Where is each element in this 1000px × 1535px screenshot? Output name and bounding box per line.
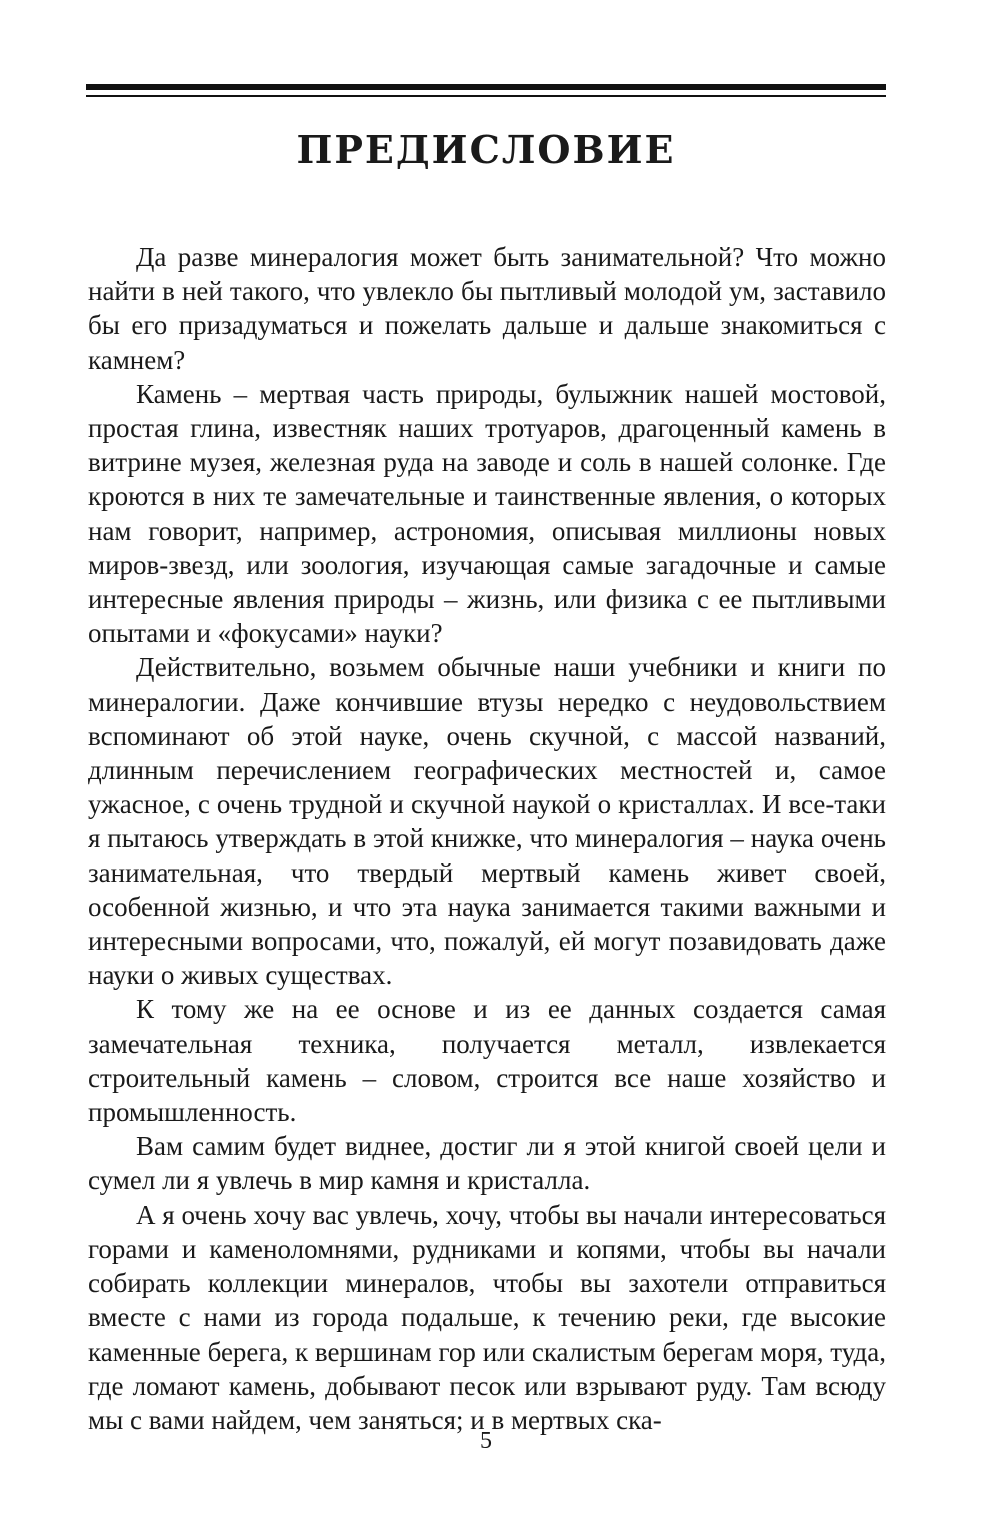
- page-title: ПРЕДИСЛОВИЕ: [296, 127, 676, 172]
- top-rule-thin: [86, 95, 886, 97]
- paragraph: Вам самим будет виднее, достиг ли я этой книгой своей цели и сумел ли я увлечь в мир камня и кристалла.: [88, 1131, 886, 1196]
- paragraph: Действительно, возьмем обычные наши учебники и книги по минералогии. Даже кончившие втузы нередко с неудовольствием вспоминают об этой науке, очень скучной, с массой названий, длинным перечислением географических местностей и, самое ужасное, с очень трудной и скучной наукой о кристаллах. И все-таки я пытаюсь утверждать в этой книжке, что минералогия – наука очень занимательная, что твердый мертвый камень живет своей, особенной жизнью, и что эта наука занимается такими важными и интересными вопросами, что, пожалуй, ей могут позавидовать даже науки о живых существах.: [88, 652, 886, 991]
- paragraph: Да разве минералогия может быть занимательной? Что можно найти в ней такого, что увлекло бы пытливый молодой ум, заставило бы его призадуматься и пожелать дальше и дальше знакомиться с камнем?: [88, 242, 886, 375]
- top-rule-thick: [86, 84, 886, 90]
- body-text: [88, 240, 886, 1437]
- paragraph: Камень – мертвая часть природы, булыжник нашей мостовой, простая глина, известняк наших тротуаров, драгоценный камень в витрине музея, железная руда на заводе и соль в нашей солонке. Где кроются в них те замечательные и таинственные явления, о которых нам говорит, например, астрономия, описывая миллионы новых миров-звезд, или зоология, изучающая самые загадочные и самые интересные явления природы – жизнь, или физика с ее пытливыми опытами и «фокусами» науки?: [88, 378, 886, 649]
- paragraph: А я очень хочу вас увлечь, хочу, чтобы вы начали интересоваться горами и каменоломнями, рудниками и копями, чтобы вы начали собирать коллекции минералов, чтобы вы захотели отправиться вместе с нами из города подальше, к течению реки, где высокие каменные берега, к вершинам гор или скалистым берегам моря, туда, где ломают камень, добывают песок или взрывают руду. Там всюду мы с вами найдем, чем заняться; и в мертвых ска-: [88, 1199, 886, 1435]
- page-number: 5: [480, 1428, 492, 1454]
- paragraph: К тому же на ее основе и из ее данных создается самая замечательная техника, получается металл, извлекается строительный камень – словом, строится все наше хозяйство и промышленность.: [88, 994, 886, 1128]
